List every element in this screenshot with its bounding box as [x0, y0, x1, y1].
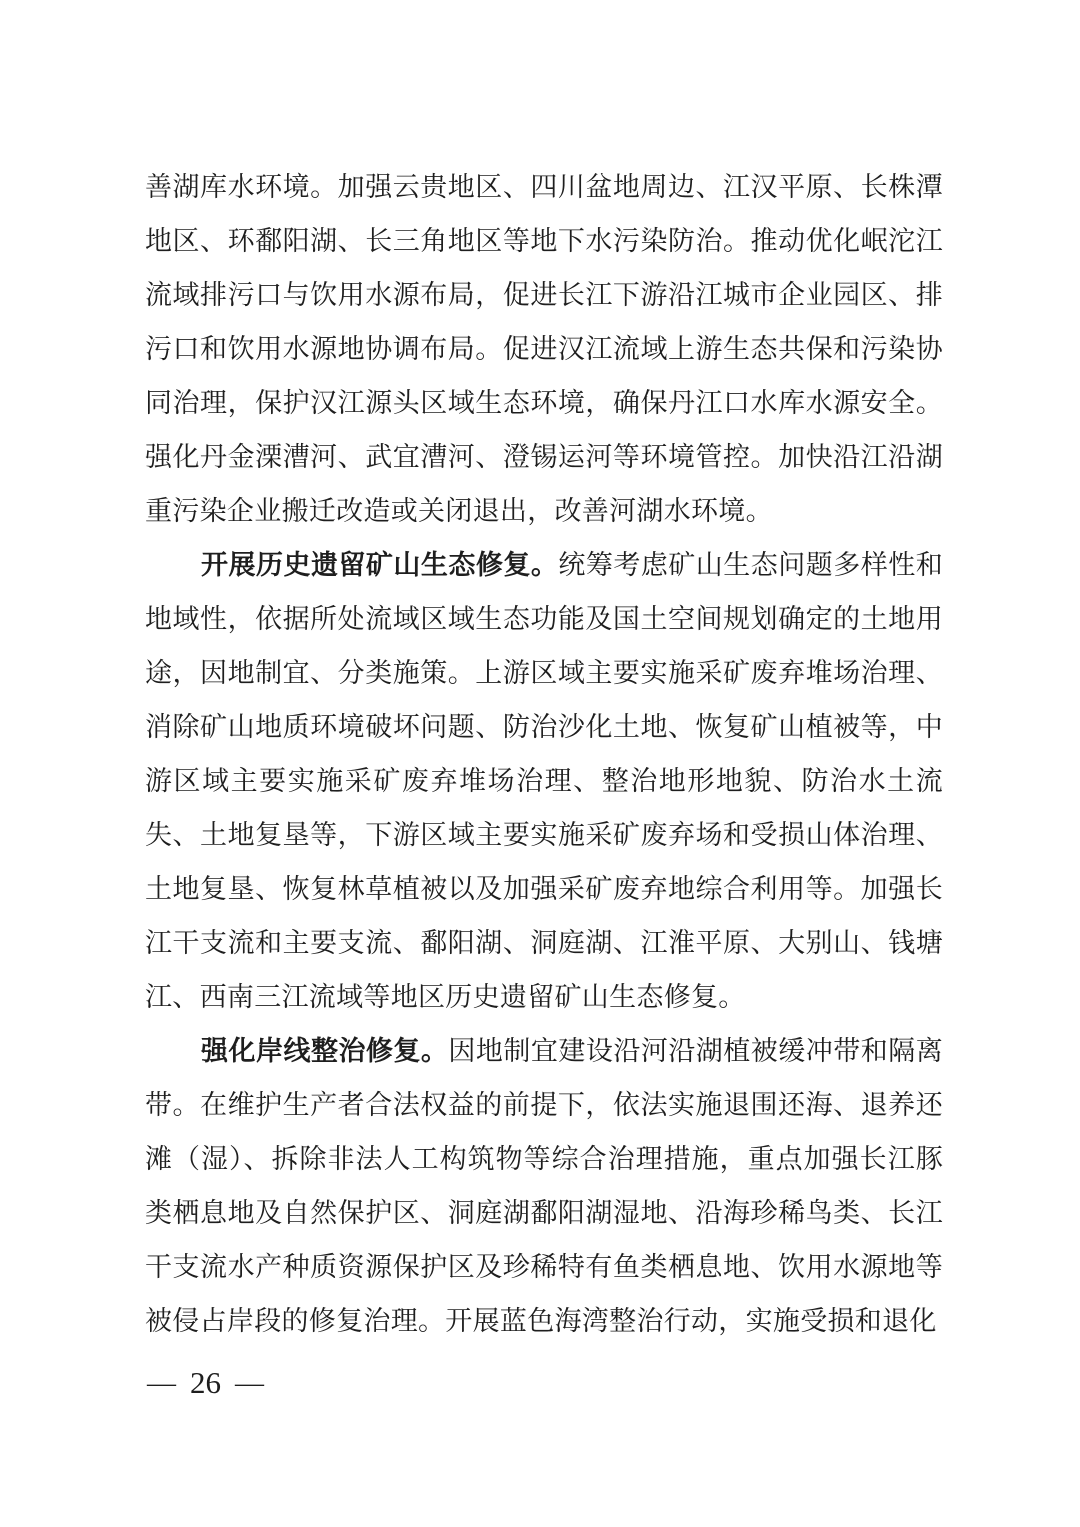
page-footer [145, 1356, 266, 1410]
paragraph-text: 统筹考虑矿山生态问题多样性和地域性，依据所处流域区域生态功能及国土空间规划确定的土地用途，因地制宜、分类施策。上游区域主要实施采矿废弃堆场治理、消除矿山地质环境破坏问题、防治沙化土地、恢复矿山植被等，中游区域主要实施采矿废弃堆场治理、整治地形地貌、防治水土流失、土地复垦等，下游区域主要实施采矿废弃场和受损山体治理、土地复垦、恢复林草植被以及加强采矿废弃地综合利用等。加强长江干支流和主要支流、鄱阳湖、洞庭湖、江淮平原、大别山、钱塘江、西南三江流域等地区历史遗留矿山生态修复。 [145, 550, 944, 1012]
paragraph-water-environment [145, 160, 943, 538]
paragraph-shoreline-restoration [145, 1024, 943, 1348]
paragraph-text: 善湖库水环境。加强云贵地区、四川盆地周边、江汉平原、长株潭地区、环鄱阳湖、长三角地区等地下水污染防治。推动优化岷沱江流域排污口与饮用水源布局，促进长江下游沿江城市企业园区、排污口和饮用水源地协调布局。促进汉江流域上游生态共保和污染协同治理，保护汉江源头区域生态环境，确保丹江口水库水源安全。强化丹金溧漕河、武宜漕河、澄锡运河等环境管控。加快沿江沿湖重污染企业搬迁改造或关闭退出，改善河湖水环境。 [145, 172, 943, 526]
page-number-dash-left: — [147, 1366, 176, 1399]
document-body [145, 160, 943, 1348]
paragraph-lead-bold: 强化岸线整治修复。 [201, 1036, 449, 1066]
paragraph-lead-bold: 开展历史遗留矿山生态修复。 [201, 550, 559, 580]
paragraph-mine-restoration [145, 538, 943, 1024]
page-number-dash-right: — [235, 1366, 264, 1399]
page-number: 26 [190, 1365, 221, 1400]
paragraph-text: 因地制宜建设沿河沿湖植被缓冲带和隔离带。在维护生产者合法权益的前提下，依法实施退围还海、退养还滩（湿）、拆除非法人工构筑物等综合治理措施，重点加强长江豚类栖息地及自然保护区、洞庭湖鄱阳湖湿地、沿海珍稀鸟类、长江干支流水产种质资源保护区及珍稀特有鱼类栖息地、饮用水源地等被侵占岸段的修复治理。开展蓝色海湾整治行动，实施受损和退化 [145, 1036, 944, 1336]
